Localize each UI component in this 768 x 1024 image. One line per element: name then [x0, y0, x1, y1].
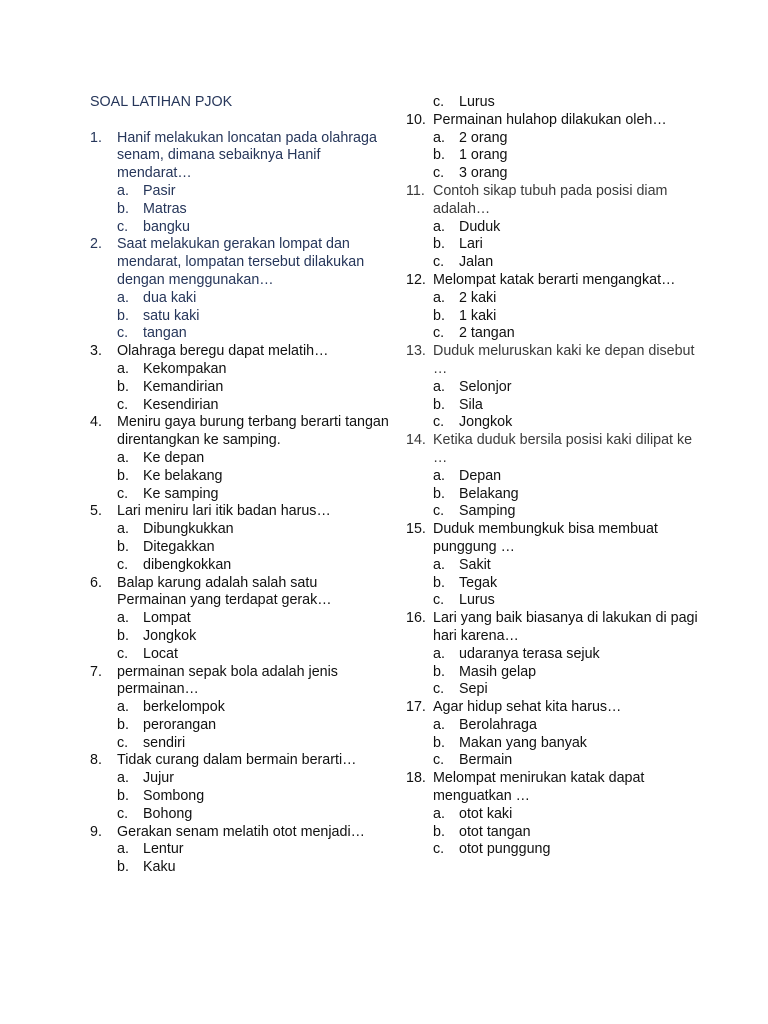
option-text: otot kaki [459, 805, 513, 822]
option-letter: a. [117, 521, 129, 538]
option-text: Locat [143, 645, 178, 662]
question-number: 9. [90, 823, 102, 840]
option-text: Lompat [143, 610, 191, 627]
question-item [406, 699, 706, 717]
option-letter: a. [117, 182, 129, 199]
option-letter: a. [117, 360, 129, 377]
question-item [406, 343, 706, 379]
option-text: satu kaki [143, 307, 200, 324]
option-text: Tegak [459, 574, 498, 591]
option-letter: a. [117, 449, 129, 466]
option-text: Sila [459, 396, 483, 413]
question-number: 8. [90, 752, 102, 769]
answer-option [406, 236, 706, 254]
question-number: 11. [406, 182, 425, 199]
option-text: Belakang [459, 485, 519, 502]
option-letter: b. [117, 716, 129, 733]
option-text: Lurus [459, 592, 495, 609]
answer-option [90, 183, 390, 201]
option-letter: c. [433, 165, 445, 182]
option-letter: c. [117, 645, 129, 662]
option-text: Jujur [143, 770, 174, 787]
option-letter: b. [433, 236, 445, 253]
answer-option [90, 308, 390, 326]
option-text: Lurus [459, 94, 495, 110]
question-item [90, 664, 390, 700]
option-text: dua kaki [143, 289, 197, 306]
answer-option [90, 841, 390, 859]
option-text: Bermain [459, 752, 513, 769]
option-text: Sepi [459, 681, 488, 698]
question-list-right [406, 94, 706, 859]
answer-option [406, 806, 706, 824]
option-letter: a. [433, 556, 445, 573]
answer-option [90, 397, 390, 415]
answer-option [406, 290, 706, 308]
answer-option [406, 130, 706, 148]
answer-option [406, 735, 706, 753]
question-item [406, 112, 706, 130]
question-item [90, 503, 390, 521]
question-item [406, 770, 706, 806]
option-text: bangku [143, 218, 190, 235]
question-item [90, 824, 390, 842]
answer-option [406, 752, 706, 770]
option-text: Ke samping [143, 485, 219, 502]
option-letter: a. [117, 841, 129, 858]
question-text: Ketika duduk bersila posisi kaki dilipat ke … [433, 432, 693, 466]
option-text: Kekompakan [143, 360, 227, 377]
option-letter: c. [433, 503, 445, 520]
option-letter: a. [433, 378, 445, 395]
question-item [406, 432, 706, 468]
option-letter: b. [117, 538, 129, 555]
option-text: Sakit [459, 556, 491, 573]
answer-option [406, 646, 706, 664]
question-number: 17. [406, 699, 426, 716]
option-letter: b. [433, 147, 445, 164]
option-letter: b. [117, 859, 129, 876]
option-letter: b. [433, 307, 445, 324]
answer-option [406, 397, 706, 415]
option-letter: a. [117, 610, 129, 627]
question-text: Tidak curang dalam bermain berarti… [117, 752, 357, 769]
question-number: 15. [406, 521, 426, 538]
option-text: tangan [143, 325, 187, 342]
option-text: Sombong [143, 788, 205, 805]
option-text: Makan yang banyak [459, 734, 587, 751]
question-item [406, 183, 706, 219]
option-text: Ke depan [143, 449, 205, 466]
answer-option [406, 557, 706, 575]
option-letter: a. [117, 289, 129, 306]
answer-option [406, 486, 706, 504]
document-title: SOAL LATIHAN PJOK [90, 94, 233, 110]
option-text: Pasir [143, 182, 176, 199]
left-column [90, 94, 390, 877]
question-number: 2. [90, 236, 102, 253]
answer-option [90, 450, 390, 468]
option-letter: a. [117, 770, 129, 787]
question-number: 14. [406, 432, 426, 449]
question-text: Lari yang baik biasanya di lakukan di pagi hari karena… [433, 610, 698, 644]
option-letter: c. [433, 592, 445, 609]
question-number: 18. [406, 770, 426, 787]
option-letter: c. [117, 805, 129, 822]
option-text: Selonjor [459, 378, 512, 395]
option-letter: b. [433, 823, 445, 840]
question-text: Lari meniru lari itik badan harus… [117, 503, 331, 520]
option-letter: b. [117, 627, 129, 644]
answer-option [406, 503, 706, 521]
option-letter: b. [117, 467, 129, 484]
answer-option [90, 557, 390, 575]
option-letter: c. [433, 414, 445, 431]
answer-option [90, 628, 390, 646]
question-number: 6. [90, 574, 102, 591]
answer-option [90, 735, 390, 753]
answer-option [406, 468, 706, 486]
option-text: Jalan [459, 254, 494, 271]
question-text: Meniru gaya burung terbang berarti tangan direntangkan ke samping. [117, 414, 389, 449]
option-letter: a. [433, 289, 445, 306]
question-number: 4. [90, 414, 102, 431]
option-text: Depan [459, 467, 502, 484]
option-letter: c. [433, 325, 445, 342]
answer-option [90, 788, 390, 806]
option-text: Bohong [143, 805, 193, 822]
option-letter: a. [117, 699, 129, 716]
option-letter: b. [433, 485, 445, 502]
option-text: Lari [459, 236, 483, 253]
answer-option [90, 859, 390, 877]
option-letter: c. [117, 396, 129, 413]
option-text: udaranya terasa sejuk [459, 645, 600, 662]
option-text: Ditegakkan [143, 538, 215, 555]
option-text: Jongkok [143, 627, 197, 644]
question-item [90, 130, 390, 183]
question-number: 13. [406, 343, 426, 360]
option-letter: a. [433, 218, 445, 235]
question-item [406, 521, 706, 557]
question-item [90, 414, 390, 450]
answer-option [406, 219, 706, 237]
option-text: dibengkokkan [143, 556, 232, 573]
answer-option [90, 219, 390, 237]
question-item [406, 610, 706, 646]
question-text: Saat melakukan gerakan lompat dan mendarat, lompatan tersebut dilakukan dengan menggunakan… [117, 236, 365, 288]
answer-option [90, 610, 390, 628]
answer-option [90, 486, 390, 504]
question-text: Permainan hulahop dilakukan oleh… [433, 111, 667, 128]
option-text: 1 orang [459, 147, 508, 164]
answer-option [90, 539, 390, 557]
option-letter: c. [433, 254, 445, 271]
option-text: Ke belakang [143, 467, 223, 484]
answer-option [406, 165, 706, 183]
question-item [90, 343, 390, 361]
answer-option [90, 325, 390, 343]
option-letter: b. [117, 307, 129, 324]
option-text: Duduk [459, 218, 501, 235]
option-text: 3 orang [459, 165, 508, 182]
option-letter: a. [433, 129, 445, 146]
question-text: Balap karung adalah salah satu Permainan yang terdapat gerak… [117, 574, 332, 609]
question-text: Duduk meluruskan kaki ke depan disebut … [433, 343, 695, 377]
option-letter: a. [433, 645, 445, 662]
answer-option [406, 254, 706, 272]
option-text: sendiri [143, 734, 186, 751]
answer-option [90, 361, 390, 379]
answer-option [406, 824, 706, 842]
option-letter: c. [433, 752, 445, 769]
option-letter: c. [117, 485, 129, 502]
option-letter: b. [117, 378, 129, 395]
question-text: Duduk membungkuk bisa membuat punggung … [433, 521, 658, 555]
option-letter: b. [117, 200, 129, 217]
answer-option [90, 521, 390, 539]
answer-option [406, 325, 706, 343]
answer-option [90, 646, 390, 664]
question-number: 5. [90, 503, 102, 520]
question-number: 7. [90, 663, 102, 680]
option-text: 1 kaki [459, 307, 497, 324]
option-letter: a. [433, 716, 445, 733]
option-letter: c. [117, 556, 129, 573]
option-letter: c. [117, 734, 129, 751]
question-number: 3. [90, 343, 102, 360]
option-text: Kaku [143, 859, 176, 876]
question-text: Hanif melakukan loncatan pada olahraga senam, dimana sebaiknya Hanif mendarat… [117, 129, 377, 182]
question-text: Gerakan senam melatih otot menjadi… [117, 823, 365, 840]
option-letter: b. [433, 574, 445, 591]
question-number: 1. [90, 129, 102, 146]
option-letter: b. [117, 788, 129, 805]
option-letter: c. [117, 218, 129, 235]
option-text: Matras [143, 200, 187, 217]
answer-option [90, 201, 390, 219]
option-text: perorangan [143, 716, 217, 733]
option-letter: c. [433, 94, 445, 110]
option-text: Jongkok [459, 414, 513, 431]
option-text: otot punggung [459, 841, 551, 858]
option-letter: b. [433, 734, 445, 751]
question-number: 10. [406, 111, 426, 128]
option-text: Dibungkukkan [143, 521, 234, 538]
answer-option [406, 308, 706, 326]
question-text: Agar hidup sehat kita harus… [433, 699, 622, 716]
answer-option [90, 770, 390, 788]
answer-option [406, 841, 706, 859]
question-text: Melompat katak berarti mengangkat… [433, 271, 676, 288]
question-text: Contoh sikap tubuh pada posisi diam adalah… [433, 182, 668, 217]
question-list-left [90, 130, 390, 877]
option-text: Masih gelap [459, 663, 537, 680]
option-letter: a. [433, 467, 445, 484]
option-letter: c. [117, 325, 129, 342]
question-number: 16. [406, 610, 426, 627]
option-text: Samping [459, 503, 516, 520]
answer-option [406, 147, 706, 165]
option-letter: b. [433, 663, 445, 680]
option-letter: b. [433, 396, 445, 413]
option-text: otot tangan [459, 823, 531, 840]
question-item [90, 575, 390, 611]
question-item [406, 272, 706, 290]
option-text: Kesendirian [143, 396, 219, 413]
answer-option [406, 414, 706, 432]
answer-option [406, 664, 706, 682]
answer-option [406, 575, 706, 593]
answer-option [90, 468, 390, 486]
answer-option [406, 94, 706, 112]
answer-option [406, 379, 706, 397]
option-letter: c. [433, 841, 445, 858]
option-text: Kemandirian [143, 378, 224, 395]
question-text: Melompat menirukan katak dapat menguatkan … [433, 770, 645, 805]
answer-option [406, 592, 706, 610]
question-number: 12. [406, 271, 426, 288]
option-text: Lentur [143, 841, 184, 858]
option-text: Berolahraga [459, 716, 537, 733]
question-item [90, 236, 390, 289]
option-letter: a. [433, 805, 445, 822]
answer-option [90, 717, 390, 735]
right-column [406, 94, 706, 859]
question-item [90, 752, 390, 770]
option-text: berkelompok [143, 699, 225, 716]
answer-option [90, 379, 390, 397]
option-text: 2 orang [459, 129, 508, 146]
answer-option [406, 681, 706, 699]
question-text: Olahraga beregu dapat melatih… [117, 343, 329, 360]
question-text: permainan sepak bola adalah jenis permainan… [117, 663, 338, 698]
option-text: 2 kaki [459, 289, 497, 306]
option-text: 2 tangan [459, 325, 515, 342]
answer-option [90, 699, 390, 717]
answer-option [90, 290, 390, 308]
answer-option [406, 717, 706, 735]
answer-option [90, 806, 390, 824]
option-letter: c. [433, 681, 445, 698]
